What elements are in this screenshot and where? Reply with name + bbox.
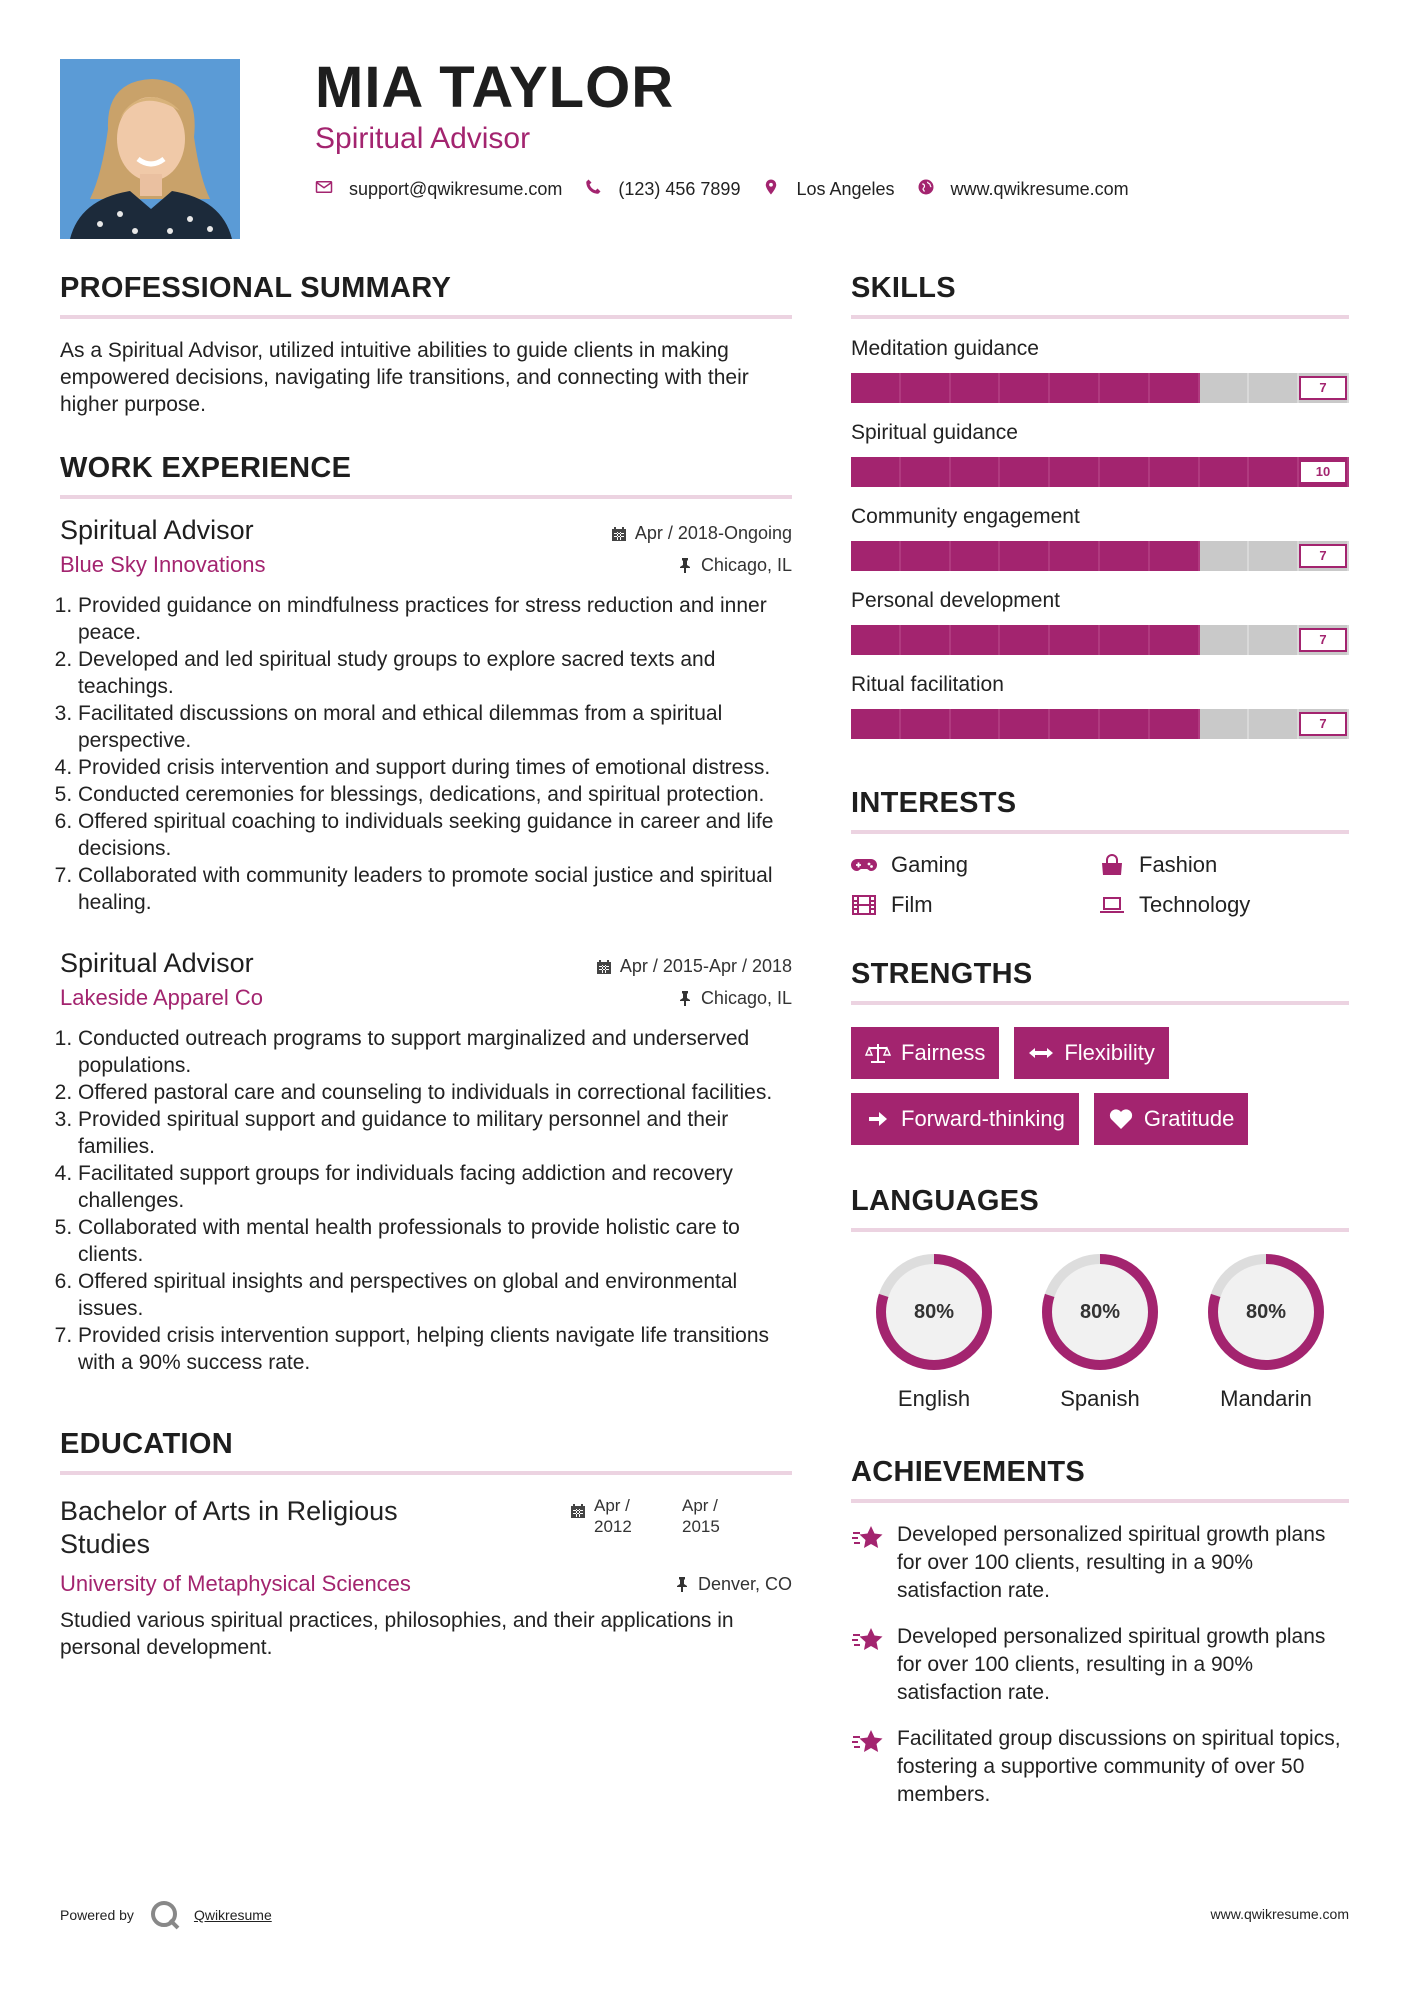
right-column: [851, 272, 1349, 1809]
achievement-text: Facilitated group discussions on spiritual topics, fostering a supportive community of over 50 members.: [897, 1727, 1341, 1806]
interest-item: [1099, 892, 1347, 918]
education-heading: EDUCATION: [60, 1428, 792, 1475]
skill-bar: [851, 457, 1349, 487]
job-date: [611, 523, 792, 544]
skill-segment: [901, 457, 951, 487]
strength-label: Gratitude: [1143, 1106, 1235, 1131]
job-company: Lakeside Apparel Co: [60, 985, 264, 1010]
strength-label: Forward-thinking: [901, 1106, 1065, 1131]
skill-segment: [1000, 625, 1050, 655]
profile-photo: [60, 59, 240, 239]
skill-value: 7: [1299, 376, 1347, 400]
skill-segment: [851, 373, 901, 403]
job-role: Spiritual Advisor: [60, 948, 254, 978]
skill-segment: [901, 625, 951, 655]
duty-item: 5. Conducted ceremonies for blessings, dedications, and spiritual protection.: [78, 781, 792, 808]
skill-segment: [1000, 709, 1050, 739]
skill-segment: [1050, 709, 1100, 739]
education-dates: [570, 1495, 752, 1537]
skill-item: [851, 589, 1349, 655]
education-end: Apr / 2015: [682, 1496, 720, 1536]
duty-item: 3. Provided spiritual support and guidance to military personnel and their families.: [78, 1106, 792, 1160]
skill-segment: [1050, 457, 1100, 487]
achievements-heading: ACHIEVEMENTS: [851, 1456, 1349, 1503]
candidate-name: MIA TAYLOR: [315, 55, 675, 120]
duty-item: 1. Provided guidance on mindfulness practices for stress reduction and inner peace.: [78, 592, 792, 646]
job-company: Blue Sky Innovations: [60, 552, 266, 577]
duty-item: 4. Facilitated support groups for individuals facing addiction and recovery challenges.: [78, 1160, 792, 1214]
achievement-item: [851, 1521, 1349, 1605]
interest-label: Film: [891, 892, 933, 917]
summary-text: As a Spiritual Advisor, utilized intuitive abilities to guide clients in making empowered decisions, navigating life transitions, and connecting with their higher purpose.: [60, 339, 749, 416]
footer-powered-by: [60, 1898, 272, 1932]
summary-heading: PROFESSIONAL SUMMARY: [60, 272, 792, 319]
skill-bar: [851, 373, 1349, 403]
interests-list: [851, 852, 1349, 918]
skill-segment: [1150, 541, 1200, 571]
arrow-right-icon: [865, 1108, 891, 1130]
language-item: [1017, 1250, 1183, 1412]
languages-list: [851, 1250, 1349, 1412]
duty-list: [60, 1025, 792, 1376]
contact-email[interactable]: support@qwikresume.com: [349, 178, 563, 199]
candidate-title: Spiritual Advisor: [315, 122, 531, 155]
job-entry: [60, 515, 792, 916]
strength-chip: [851, 1093, 1079, 1145]
skill-item: [851, 421, 1349, 487]
skill-segment: [1000, 373, 1050, 403]
skill-segment: [951, 373, 1001, 403]
contact-phone[interactable]: (123) 456 7899: [618, 178, 741, 199]
strengths-list: [851, 1027, 1349, 1145]
duty-item: 4. Provided crisis intervention and support during times of emotional distress.: [78, 754, 792, 781]
skill-label: Spiritual guidance: [851, 421, 1018, 444]
language-name: English: [897, 1386, 971, 1411]
language-percent: 80%: [1079, 1300, 1121, 1323]
skill-label: Personal development: [851, 589, 1060, 612]
interest-item: [851, 892, 1099, 918]
skill-segment: [851, 709, 901, 739]
skill-segment: [1100, 541, 1150, 571]
shopping-bag-icon: [1099, 854, 1125, 876]
duty-item: 7. Collaborated with community leaders to promote social justice and spiritual healing.: [78, 862, 792, 916]
interest-item: [851, 852, 1099, 878]
strength-label: Fairness: [901, 1040, 986, 1065]
language-percent: 80%: [913, 1300, 955, 1323]
skill-segment: [1150, 709, 1200, 739]
language-percent: 80%: [1245, 1300, 1287, 1323]
skill-segment: [951, 625, 1001, 655]
duty-list: [60, 592, 792, 916]
strength-chip: [851, 1027, 999, 1079]
duty-item: 2. Offered pastoral care and counseling to individuals in correctional facilities.: [78, 1079, 792, 1106]
skill-value: 7: [1299, 628, 1347, 652]
skill-segment: [851, 541, 901, 571]
skill-segment: [1000, 457, 1050, 487]
footer-website[interactable]: www.qwikresume.com: [1210, 1906, 1349, 1922]
job-date-text: Apr / 2018-Ongoing: [634, 523, 792, 543]
skill-segment: [1150, 457, 1200, 487]
skill-value: 10: [1299, 460, 1347, 484]
job-date-text: Apr / 2015-Apr / 2018: [619, 956, 792, 976]
contact-bar: [315, 178, 1151, 200]
skill-segment: [1200, 373, 1250, 403]
skills-heading: SKILLS: [851, 272, 1349, 319]
contact-website[interactable]: www.qwikresume.com: [950, 178, 1129, 199]
skill-segment: [1150, 625, 1200, 655]
gamepad-icon: [851, 854, 877, 876]
skill-segment: [1249, 373, 1299, 403]
calendar-icon: [611, 526, 627, 542]
skill-segment: [1100, 625, 1150, 655]
skill-value: 7: [1299, 712, 1347, 736]
laptop-icon: [1099, 894, 1125, 916]
job-location: [677, 555, 792, 576]
language-name: Spanish: [1060, 1386, 1140, 1411]
skill-item: [851, 337, 1349, 403]
language-name: Mandarin: [1220, 1386, 1312, 1411]
skill-segment: [1200, 625, 1250, 655]
experience-heading: WORK EXPERIENCE: [60, 452, 792, 499]
job-entry: [60, 948, 792, 1376]
powered-by-text: Powered by: [60, 1907, 134, 1923]
skill-segment: [851, 625, 901, 655]
calendar-icon: [570, 1503, 586, 1519]
skills-list: [851, 337, 1349, 739]
strength-chip: [1094, 1093, 1249, 1145]
achievement-item: [851, 1725, 1349, 1809]
star-icon: [851, 1727, 885, 1757]
strength-chip: [1014, 1027, 1168, 1079]
education-location-text: Denver, CO: [697, 1573, 792, 1594]
interests-heading: INTERESTS: [851, 787, 1349, 834]
arrows-horizontal-icon: [1028, 1042, 1054, 1064]
skill-segment: [1050, 373, 1100, 403]
interest-item: [1099, 852, 1347, 878]
skill-label: Meditation guidance: [851, 337, 1039, 360]
duty-item: 6. Offered spiritual coaching to individuals seeking guidance in career and life decisions.: [78, 808, 792, 862]
duty-item: 7. Provided crisis intervention support, helping clients navigate life transitions with a 90% success rate.: [78, 1322, 792, 1376]
map-pin-icon: [762, 178, 784, 200]
languages-heading: LANGUAGES: [851, 1185, 1349, 1232]
language-item: [1183, 1250, 1349, 1412]
skill-segment: [1249, 709, 1299, 739]
job-role: Spiritual Advisor: [60, 515, 254, 545]
left-column: [60, 272, 792, 1661]
skill-bar: [851, 541, 1349, 571]
interest-label: Fashion: [1139, 852, 1218, 877]
education-location: [674, 1574, 792, 1595]
skill-item: [851, 505, 1349, 571]
education-entry: [60, 1495, 792, 1561]
achievements-list: [851, 1521, 1349, 1809]
skill-segment: [1100, 457, 1150, 487]
skill-segment: [951, 541, 1001, 571]
language-ring: [1038, 1250, 1162, 1374]
language-ring: [872, 1250, 996, 1374]
skill-segment: [1150, 373, 1200, 403]
achievement-text: Developed personalized spiritual growth plans for over 100 clients, resulting in a 90% satisfaction rate.: [897, 1625, 1326, 1704]
job-location-text: Chicago, IL: [700, 554, 792, 575]
skill-value: 7: [1299, 544, 1347, 568]
education-school: University of Metaphysical Sciences: [60, 1571, 411, 1596]
skill-label: Community engagement: [851, 505, 1080, 528]
job-location-text: Chicago, IL: [700, 987, 792, 1008]
skill-segment: [1000, 541, 1050, 571]
skill-segment: [1050, 541, 1100, 571]
skill-bar: [851, 625, 1349, 655]
contact-location: Los Angeles: [796, 178, 895, 199]
skill-segment: [1249, 625, 1299, 655]
skill-segment: [1249, 457, 1299, 487]
skill-segment: [901, 373, 951, 403]
skill-segment: [1100, 373, 1150, 403]
interest-label: Technology: [1139, 892, 1251, 917]
language-ring: [1204, 1250, 1328, 1374]
envelope-icon: [315, 178, 337, 200]
education-description: Studied various spiritual practices, philosophies, and their applications in personal development.: [60, 1609, 734, 1659]
star-icon: [851, 1523, 885, 1553]
skill-label: Ritual facilitation: [851, 673, 1004, 696]
skill-segment: [1200, 541, 1250, 571]
pushpin-icon: [677, 557, 693, 573]
job-date: [596, 956, 792, 977]
skill-segment: [1200, 709, 1250, 739]
skill-segment: [951, 457, 1001, 487]
duty-item: 1. Conducted outreach programs to support marginalized and underserved populations.: [78, 1025, 792, 1079]
duty-item: 3. Facilitated discussions on moral and ethical dilemmas from a spiritual perspective.: [78, 700, 792, 754]
education-start: Apr / 2012: [594, 1496, 632, 1536]
skill-bar: [851, 709, 1349, 739]
skill-segment: [1100, 709, 1150, 739]
skill-segment: [901, 541, 951, 571]
skill-item: [851, 673, 1349, 739]
duty-item: 5. Collaborated with mental health professionals to provide holistic care to clients.: [78, 1214, 792, 1268]
star-icon: [851, 1625, 885, 1655]
skill-segment: [901, 709, 951, 739]
education-degree: Bachelor of Arts in Religious Studies: [60, 1496, 398, 1559]
brand-link[interactable]: Qwikresume: [193, 1907, 272, 1923]
achievement-text: Developed personalized spiritual growth plans for over 100 clients, resulting in a 90% satisfaction rate.: [897, 1523, 1326, 1602]
achievement-item: [851, 1623, 1349, 1707]
skill-segment: [951, 709, 1001, 739]
strength-label: Flexibility: [1064, 1040, 1155, 1065]
balance-scale-icon: [865, 1042, 891, 1064]
heart-icon: [1108, 1108, 1134, 1130]
pushpin-icon: [677, 990, 693, 1006]
skill-segment: [851, 457, 901, 487]
calendar-icon: [596, 959, 612, 975]
phone-icon: [584, 178, 606, 200]
duty-item: 2. Developed and led spiritual study groups to explore sacred texts and teachings.: [78, 646, 792, 700]
globe-icon: [917, 178, 939, 200]
qwikresume-logo-icon: [148, 1898, 182, 1932]
language-item: [851, 1250, 1017, 1412]
skill-segment: [1050, 625, 1100, 655]
job-location: [677, 988, 792, 1009]
pushpin-icon: [674, 1576, 690, 1592]
skill-segment: [1200, 457, 1250, 487]
duty-item: 6. Offered spiritual insights and perspectives on global and environmental issues.: [78, 1268, 792, 1322]
interest-label: Gaming: [891, 852, 969, 877]
skill-segment: [1249, 541, 1299, 571]
film-icon: [851, 894, 877, 916]
strengths-heading: STRENGTHS: [851, 958, 1349, 1005]
